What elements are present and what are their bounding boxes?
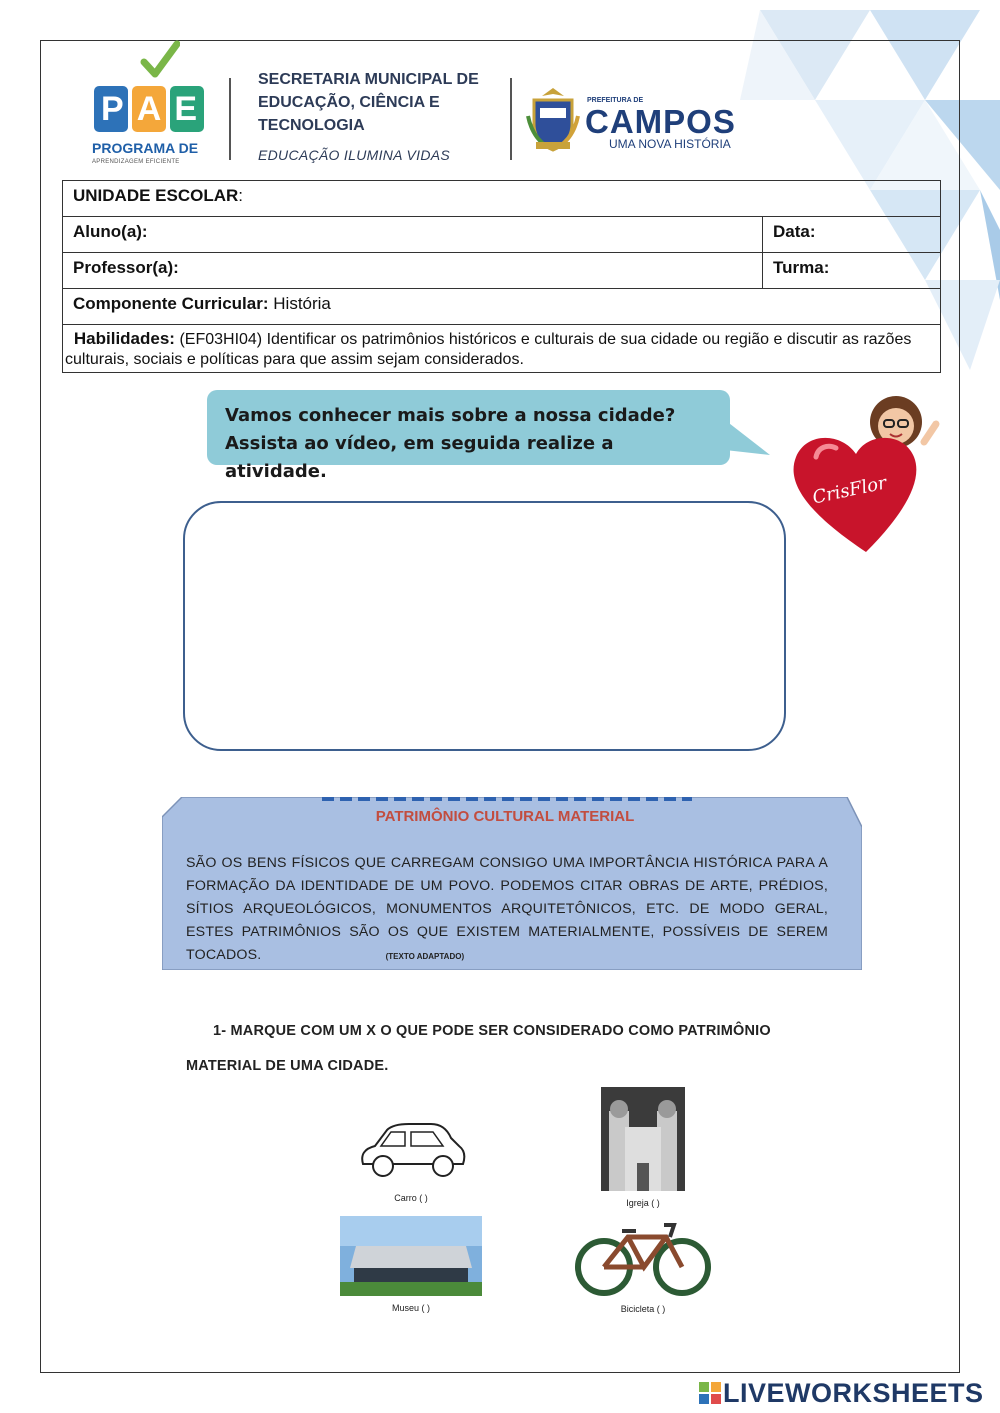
- pae-program-sub: APRENDIZAGEM EFICIENTE: [92, 159, 180, 165]
- componente-value: História: [273, 294, 331, 313]
- info-panel: [162, 797, 862, 970]
- watermark-text: LIVEWORKSHEETS: [723, 1377, 984, 1408]
- instruction-bubble: [207, 390, 730, 482]
- componente-cell: [63, 289, 941, 325]
- prefeitura-pre: PREFEITURA DE: [587, 97, 644, 104]
- header-divider: [229, 78, 231, 160]
- prefeitura-city: CAMPOS: [585, 103, 736, 140]
- info-body: SÃO OS BENS FÍSICOS QUE CARREGAM CONSIGO UMA IMPORTÂNCIA HISTÓRICA PARA A FORMAÇÃO DA IDENTIDADE DE UM POVO. PODEMOS CITAR OBRAS DE ARTE, PRÉDIOS, SÍTIOS ARQUEOLÓGICOS, MONUMENTOS ARQUITETÔNICOS, ETC. DE MODO GERAL, ESTES PATRIMÔNIOS SÃO OS QUE EXISTEM MATERIALMENTE, POSSÍVEIS DE SEREM TOCADOS.: [186, 855, 828, 963]
- option-caption: Bicicleta ( ): [620, 1304, 666, 1314]
- question-line-1: 1- MARQUE COM UM X O QUE PODE SER CONSIDERADO COMO PATRIMÔNIO: [213, 1023, 771, 1039]
- secretaria-motto: EDUCAÇÃO ILUMINA VIDAS: [258, 147, 451, 163]
- bicycle-icon: [574, 1217, 712, 1297]
- aluno-field[interactable]: Aluno(a):: [63, 217, 763, 253]
- info-text: [186, 852, 828, 968]
- city-crest-icon: [526, 86, 580, 152]
- pae-logo: [92, 40, 207, 170]
- option-bicycle[interactable]: [573, 1217, 713, 1314]
- bubble-line-2: Assista ao vídeo, em seguida realize a atividade.: [225, 433, 614, 482]
- option-caption: Igreja ( ): [626, 1198, 660, 1208]
- professor-field[interactable]: Professor(a):: [63, 253, 763, 289]
- unidade-cell[interactable]: UNIDADE ESCOLAR:: [63, 181, 941, 217]
- church-icon: [601, 1087, 685, 1191]
- info-note: (TEXTO ADAPTADO): [385, 952, 465, 961]
- video-placeholder[interactable]: [183, 501, 786, 751]
- pae-letter: P: [100, 90, 124, 128]
- liveworksheets-watermark: [699, 1376, 984, 1410]
- data-field[interactable]: Data:: [763, 217, 941, 253]
- habilidades-label: Habilidades:: [73, 329, 175, 348]
- pae-letter: A: [136, 90, 162, 128]
- avatar-signature: CrisFlor: [810, 472, 889, 509]
- bubble-tail: [725, 420, 770, 460]
- pae-logo-letters: [94, 86, 204, 132]
- pae-program-label: PROGRAMA DE: [92, 140, 199, 156]
- header-divider: [510, 78, 512, 160]
- habilidades-cell: [63, 325, 941, 373]
- teacher-avatar: [786, 392, 946, 557]
- car-icon: [353, 1120, 469, 1186]
- checkmark-icon: [140, 40, 180, 80]
- unidade-label: UNIDADE ESCOLAR: [73, 186, 239, 205]
- option-caption: Carro ( ): [394, 1193, 428, 1203]
- prefeitura-tagline: UMA NOVA HISTÓRIA: [609, 137, 731, 151]
- pae-letter: E: [174, 90, 198, 128]
- secretaria-title: SECRETARIA MUNICIPAL DE EDUCAÇÃO, CIÊNCIA E TECNOLOGIA: [258, 71, 479, 134]
- option-museum[interactable]: [339, 1216, 483, 1313]
- habilidades-value: (EF03HI04) Identificar os patrimônios históricos e culturais de sua cidade ou região e discutir as razões culturais, sociais e políticas para que assim sejam considerados.: [65, 331, 912, 368]
- museum-icon: [340, 1216, 482, 1296]
- option-church[interactable]: [600, 1087, 686, 1208]
- info-title: PATRIMÔNIO CULTURAL MATERIAL: [375, 808, 635, 825]
- turma-field[interactable]: Turma:: [763, 253, 941, 289]
- question-line-2: MATERIAL DE UMA CIDADE.: [186, 1058, 389, 1074]
- componente-label: Componente Curricular:: [73, 294, 269, 313]
- student-info-table: [62, 180, 941, 373]
- option-car[interactable]: [352, 1120, 470, 1203]
- option-caption: Museu ( ): [391, 1303, 430, 1313]
- bubble-line-1: Vamos conhecer mais sobre a nossa cidade?: [225, 405, 676, 426]
- liveworksheets-logo-icon: [699, 1382, 721, 1404]
